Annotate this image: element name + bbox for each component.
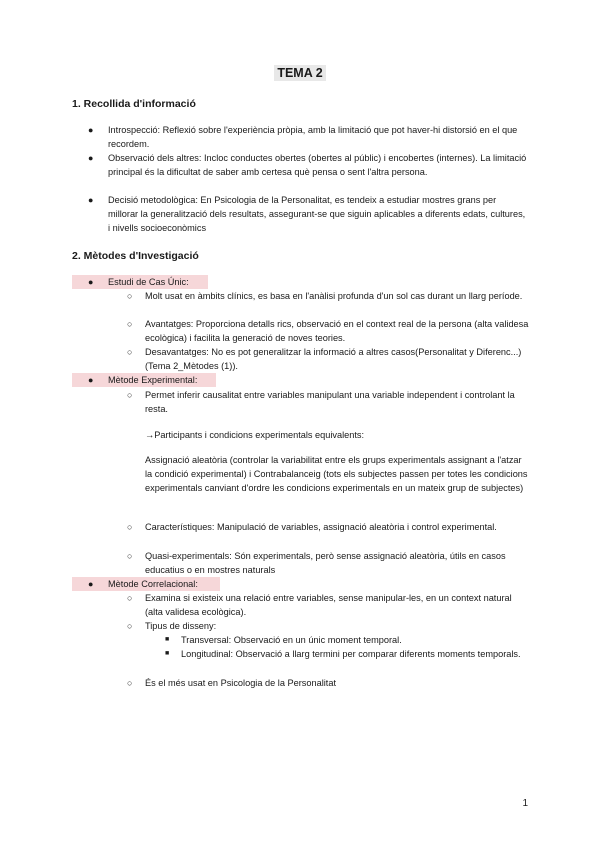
list-item-experimental: ● Mètode Experimental: <box>88 375 198 385</box>
list-item-experimental-2: ○ Característiques: Manipulació de variables, assignació aleatòria i control experimental. <box>127 522 497 532</box>
page-title: TEMA 2 <box>0 64 600 82</box>
circle-bullet-icon: ○ <box>127 678 133 688</box>
bullet-icon: ● <box>88 277 94 287</box>
section-heading-recollida: 1. Recollida d'informació <box>72 98 196 110</box>
list-item-correlacional-2: ○ Tipus de disseny: <box>127 621 217 631</box>
square-bullet-icon: ■ <box>165 636 170 643</box>
experimental-note-assignacio: Assignació aleatòria (controlar la variabilitat entre els grups experimentals assignant a l'atzar la condició experimental) i Contrabalanceig (tots els subjectes passen per totes les condicions experimentals canviant d'ordre les condicions experimentals en un mateix grup de subjectes) <box>145 455 528 493</box>
square-bullet-icon: ■ <box>165 650 170 657</box>
section-heading-metodes: 2. Mètodes d'Investigació <box>72 250 199 262</box>
list-item-introspeccio: ● Introspecció: Reflexió sobre l'experiència pròpia, amb la limitació que pot haver-hi distorsió en el que recordem. <box>88 125 518 149</box>
circle-bullet-icon: ○ <box>127 390 133 400</box>
circle-bullet-icon: ○ <box>127 621 133 631</box>
list-item-experimental-3: ○ Quasi-experimentals: Són experimentals, però sense assignació aleatòria, útils en casos educatius o en mostres naturals <box>127 551 506 575</box>
list-item-transversal: ■ Transversal: Observació en un únic moment temporal. <box>165 635 402 645</box>
list-item-longitudinal: ■ Longitudinal: Observació a llarg termini per comparar diferents moments temporals. <box>165 649 521 659</box>
circle-bullet-icon: ○ <box>127 593 133 603</box>
list-item-correlacional: ● Mètode Correlacional: <box>88 579 198 589</box>
list-item-cas-unic-3: ○ Desavantatges: No es pot generalitzar la informació a altres casos(Personalitat y Diferenc...)(Tema 2_Mètodes (1)). <box>127 347 522 371</box>
list-item-experimental-1: ○ Permet inferir causalitat entre variables manipulant una variable independent i controlant la resta. <box>127 390 515 414</box>
circle-bullet-icon: ○ <box>127 522 133 532</box>
circle-bullet-icon: ○ <box>127 319 133 329</box>
list-item-observacio: ● Observació dels altres: Incloc conductes obertes (obertes al públic) i encobertes (internes). La limitació principal és la dificultat de saber amb certesa què pensa o sent l'altra persona. <box>88 153 527 177</box>
list-item-correlacional-3: ○ És el més usat en Psicologia de la Personalitat <box>127 678 336 688</box>
bullet-icon: ● <box>88 195 94 205</box>
list-item-decisio: ● Decisió metodològica: En Psicologia de la Personalitat, es tendeix a estudiar mostres grans per millorar la generalització dels resultats, assegurant-se que siguin aplicables a diferents edats, cultures, i nivells socioeconòmics <box>88 195 526 233</box>
circle-bullet-icon: ○ <box>127 551 133 561</box>
list-item-correlacional-1: ○ Examina si existeix una relació entre variables, sense manipular-les, en un context natural (alta validesa ecològica). <box>127 593 512 617</box>
page-number: 1 <box>522 798 528 809</box>
circle-bullet-icon: ○ <box>127 347 133 357</box>
bullet-icon: ● <box>88 579 94 589</box>
bullet-icon: ● <box>88 153 94 163</box>
bullet-icon: ● <box>88 375 94 385</box>
experimental-note-participants: →Participants i condicions experimentals equivalents: <box>145 430 365 440</box>
list-item-cas-unic-2: ○ Avantatges: Proporciona detalls rics, observació en el context real de la persona (alta validesa ecològica) i facilita la generació de noves teories. <box>127 319 529 343</box>
bullet-icon: ● <box>88 125 94 135</box>
list-item-cas-unic: ● Estudi de Cas Únic: <box>88 277 189 287</box>
list-item-cas-unic-1: ○ Molt usat en àmbits clínics, es basa en l'anàlisi profunda d'un sol cas durant un llarg període. <box>127 291 523 301</box>
circle-bullet-icon: ○ <box>127 291 133 301</box>
